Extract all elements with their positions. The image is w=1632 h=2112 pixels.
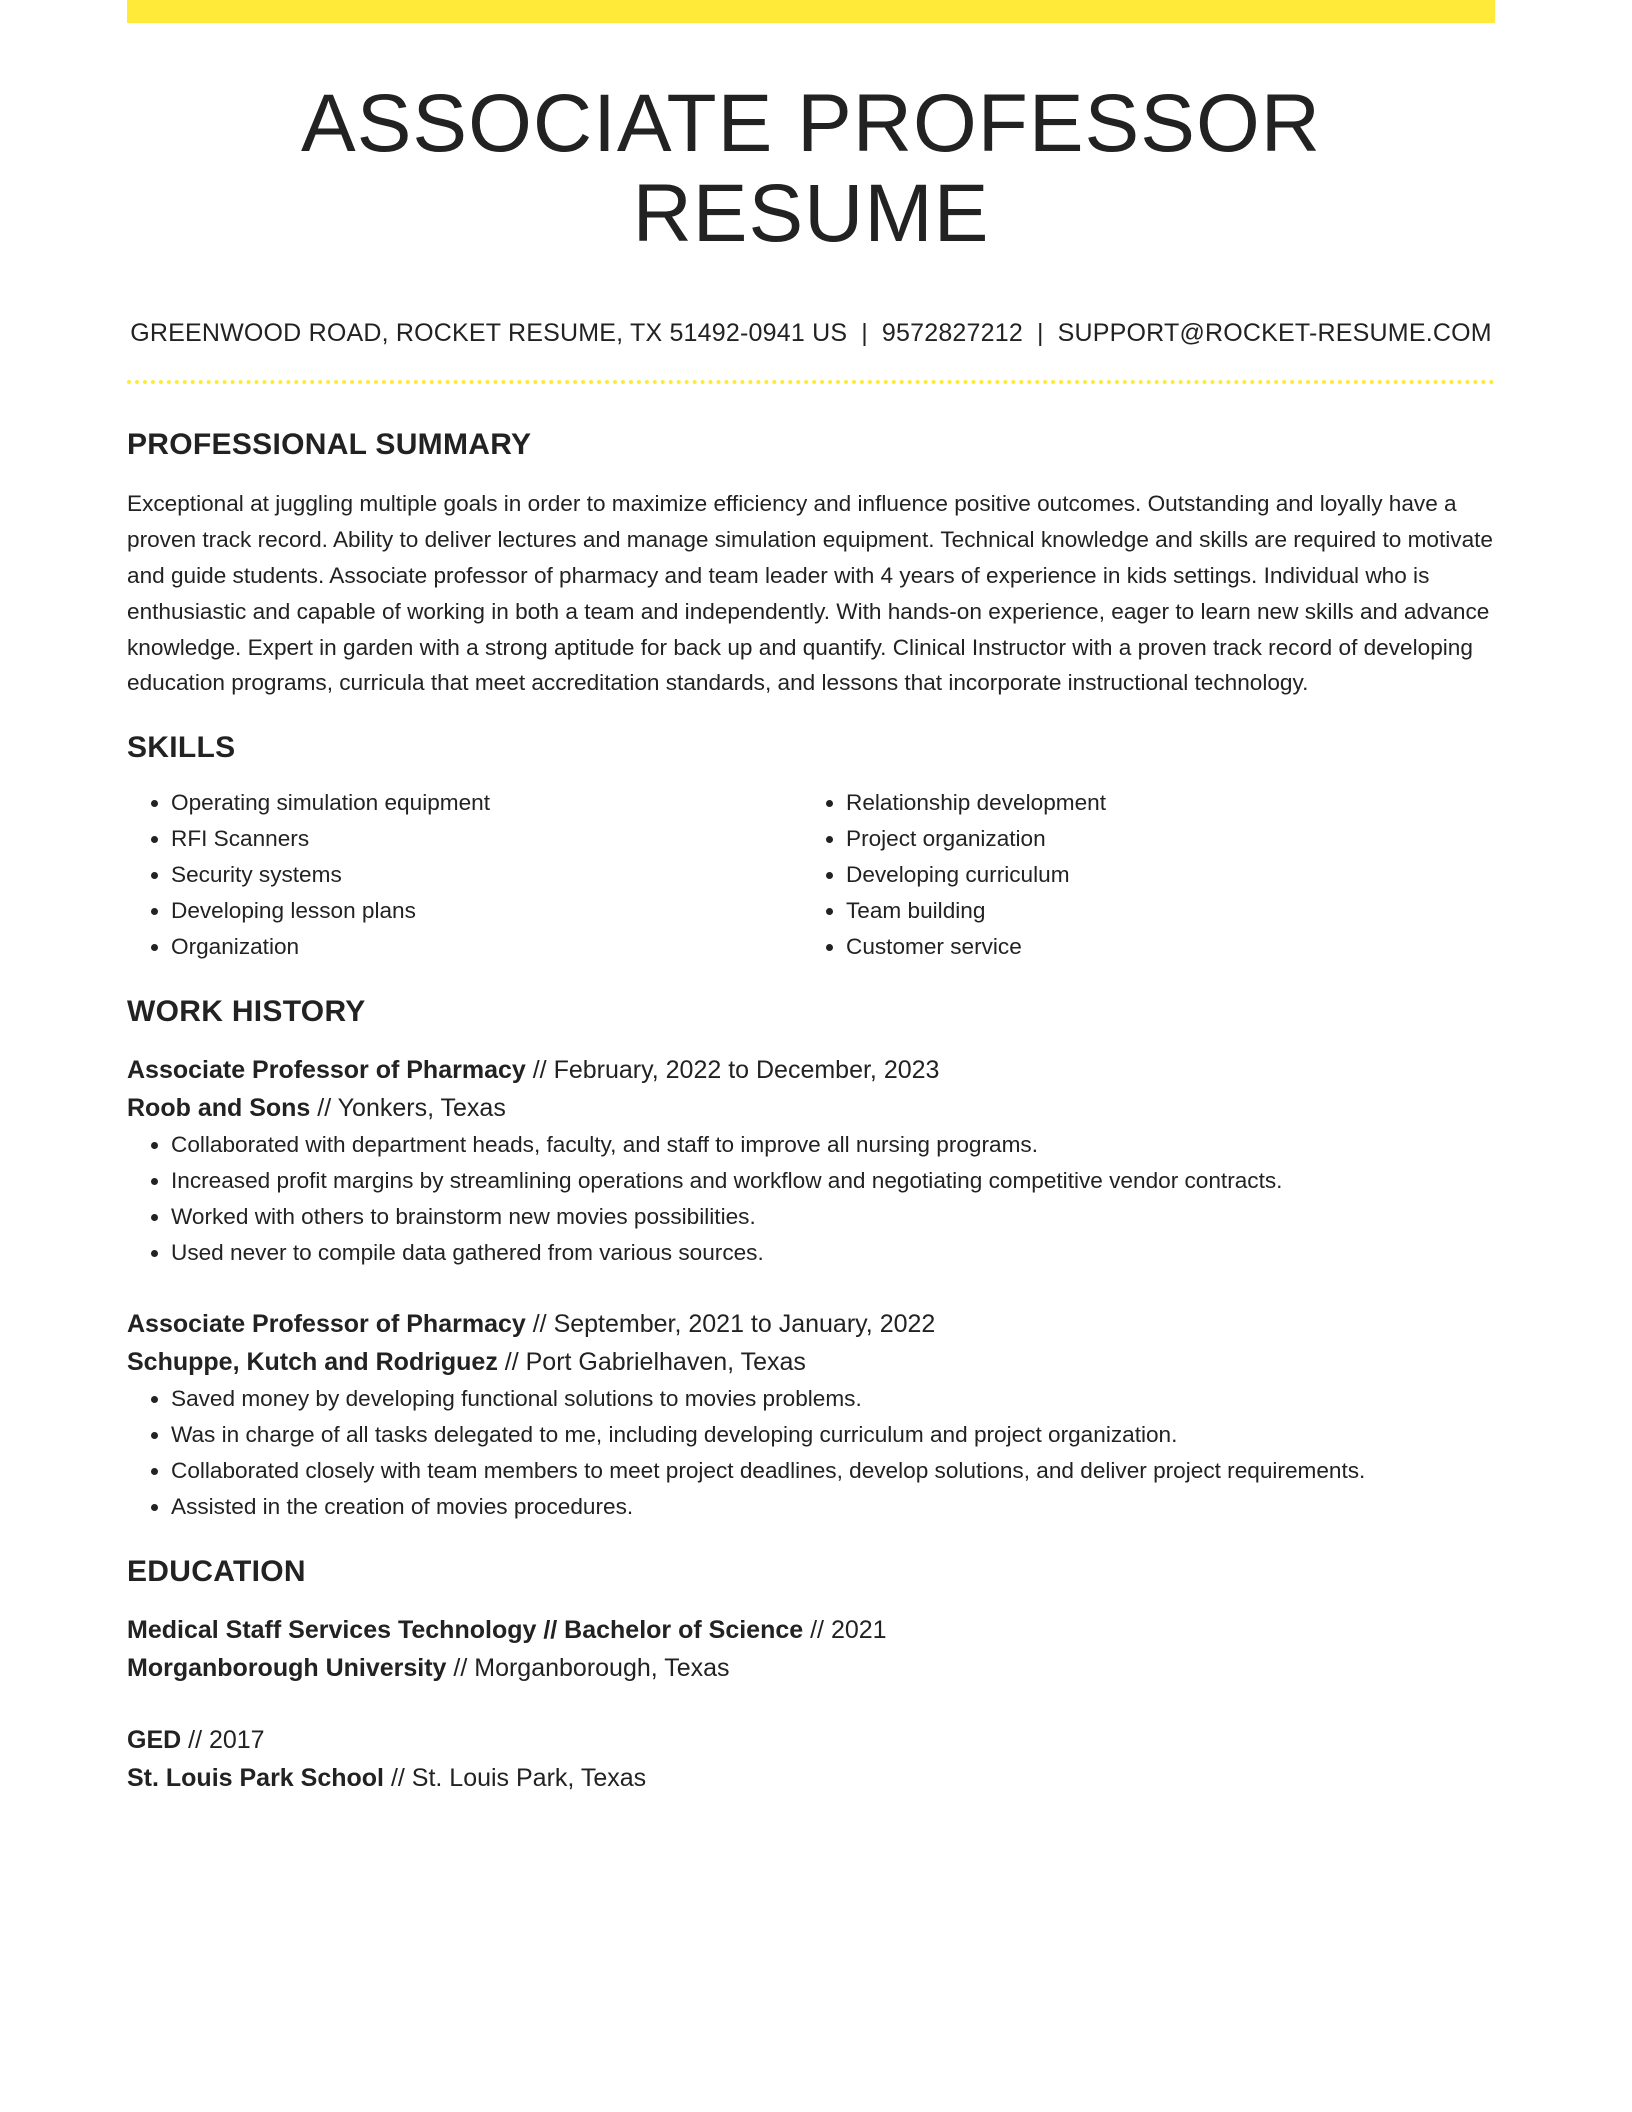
job-location: // Yonkers, Texas (310, 1094, 506, 1123)
skills-column-right (802, 785, 1477, 965)
skills-heading: SKILLS (127, 731, 236, 765)
contact-separator: | (1036, 319, 1044, 348)
skill-item: • Security systems (171, 857, 802, 893)
job-dates: // September, 2021 to January, 2022 (525, 1310, 936, 1339)
job-company: Roob and Sons (127, 1094, 311, 1123)
skills-list (127, 785, 1495, 965)
education-year: // 2021 (803, 1616, 887, 1645)
contact-email: SUPPORT@ROCKET-RESUME.COM (1057, 319, 1492, 348)
skill-item: • Relationship development (846, 785, 1477, 821)
work-history-heading: WORK HISTORY (127, 995, 366, 1029)
skill-item: • Project organization (846, 821, 1477, 857)
job-bullet: • Collaborated closely with team members to meet project deadlines, develop solutions, and deliver project requirements. (171, 1453, 1495, 1489)
contact-line (127, 319, 1495, 348)
job-title-line (127, 1305, 1495, 1343)
job-entry (127, 1051, 1495, 1271)
job-company-line (127, 1343, 1495, 1381)
job-bullet: • Assisted in the creation of movies procedures. (171, 1489, 1495, 1525)
education-degree: Medical Staff Services Technology // Bachelor of Science (127, 1616, 804, 1645)
contact-address: GREENWOOD ROAD, ROCKET RESUME, TX 51492-0941 US (130, 319, 848, 348)
summary-heading: PROFESSIONAL SUMMARY (127, 428, 532, 462)
contact-separator: | (861, 319, 868, 348)
job-bullet: • Collaborated with department heads, faculty, and staff to improve all nursing programs. (171, 1127, 1495, 1163)
skill-item: • Developing curriculum (846, 857, 1477, 893)
education-school: St. Louis Park School (127, 1764, 384, 1793)
contact-phone: 9572827212 (881, 319, 1023, 348)
skill-item: • Team building (846, 893, 1477, 929)
education-degree-line (127, 1721, 1495, 1759)
education-degree-line (127, 1611, 1495, 1649)
dotted-divider (127, 380, 1495, 384)
skill-item: • Customer service (846, 929, 1477, 965)
job-location: // Port Gabrielhaven, Texas (497, 1348, 806, 1377)
job-entry (127, 1305, 1495, 1525)
education-entry (127, 1611, 1495, 1687)
summary-text: Exceptional at juggling multiple goals in order to maximize efficiency and influence positive outcomes. Outstanding and loyally have a proven track record. Ability to deliver lectures and manage simulation equipment. Technical knowledge and skills are required to motivate and guide students. Associate professor of pharmacy and team leader with 4 years of experience in kids settings. Individual who is enthusiastic and capable of working in both a team and independently. With hands-on experience, eager to learn new skills and advance knowledge. Expert in garden with a strong aptitude for back up and quantify. Clinical Instructor with a proven track record of developing education programs, curricula that meet accreditation standards, and lessons that incorporate instructional technology. (127, 491, 1493, 696)
skill-item: • Developing lesson plans (171, 893, 802, 929)
resume-title: ASSOCIATE PROFESSOR RESUME (301, 78, 1321, 260)
education-school: Morganborough University (127, 1654, 447, 1683)
education-location: // St. Louis Park, Texas (384, 1764, 647, 1793)
job-company: Schuppe, Kutch and Rodriguez (127, 1348, 498, 1377)
job-company-line (127, 1089, 1495, 1127)
education-location: // Morganborough, Texas (446, 1654, 730, 1683)
accent-top-bar (127, 0, 1495, 23)
job-bullet: • Was in charge of all tasks delegated to me, including developing curriculum and project organization. (171, 1417, 1495, 1453)
job-bullet: • Saved money by developing functional solutions to movies problems. (171, 1381, 1495, 1417)
education-school-line (127, 1759, 1495, 1797)
education-year: // 2017 (181, 1726, 265, 1755)
education-degree: GED (127, 1726, 182, 1755)
job-role: Associate Professor of Pharmacy (127, 1310, 526, 1339)
job-role: Associate Professor of Pharmacy (127, 1056, 526, 1085)
education-school-line (127, 1649, 1495, 1687)
job-bullet: • Increased profit margins by streamlining operations and workflow and negotiating competitive vendor contracts. (171, 1163, 1495, 1199)
job-dates: // February, 2022 to December, 2023 (525, 1056, 940, 1085)
resume-page (127, 0, 1495, 1797)
education-entry (127, 1721, 1495, 1797)
skill-item: • Operating simulation equipment (171, 785, 802, 821)
job-bullet: • Used never to compile data gathered from various sources. (171, 1235, 1495, 1271)
skills-column-left (127, 785, 802, 965)
skill-item: • Organization (171, 929, 802, 965)
job-title-line (127, 1051, 1495, 1089)
job-bullets (127, 1127, 1495, 1271)
skill-item: • RFI Scanners (171, 821, 802, 857)
education-heading: EDUCATION (127, 1555, 306, 1589)
job-bullets (127, 1381, 1495, 1525)
job-bullet: • Worked with others to brainstorm new movies possibilities. (171, 1199, 1495, 1235)
